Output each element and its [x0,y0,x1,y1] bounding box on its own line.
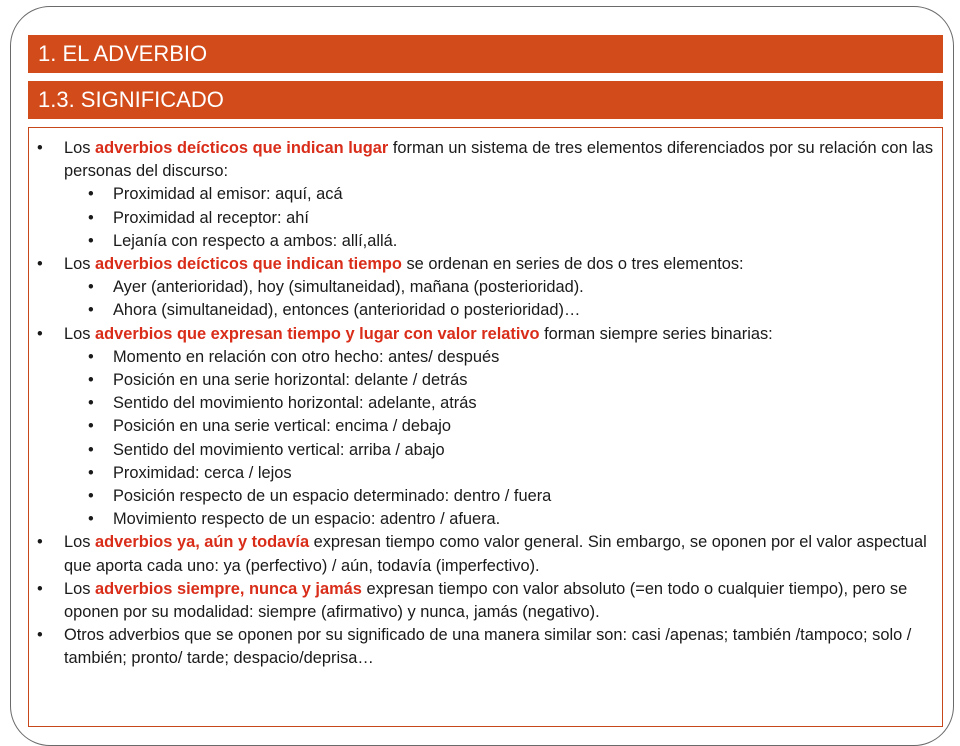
sub-bullet-item: • Sentido del movimiento vertical: arriba / abajo [37,439,934,462]
sub-bullet-item: • Proximidad al receptor: ahí [37,207,934,230]
bullet-item [37,323,934,346]
bullet-text: forman siempre series binarias: [539,324,773,343]
highlight-term: adverbios siempre, nunca y jamás [94,579,362,598]
sub-bullet-item: • Ayer (anterioridad), hoy (simultaneidad), mañana (posterioridad). [37,276,934,299]
sub-bullet-item: • Sentido del movimiento horizontal: adelante, atrás [37,392,934,415]
bullet-item [37,624,934,670]
bullet-text: expresan tiempo con valor absoluto (=en todo o cualquier tiempo), pero se oponen por su modalidad: siempre (afirmativo) y nunca, jamás (negativo). [64,579,908,622]
sub-bullet-item: • Posición respecto de un espacio determinado: dentro / fuera [37,485,934,508]
bullet-text: se ordenan en series de dos o tres elementos: [401,255,744,274]
sub-bullet-item: • Lejanía con respecto a ambos: allí,allá. [37,230,934,253]
section-title: 1. EL ADVERBIO [28,35,943,73]
highlight-term: adverbios ya, aún y todavía [94,533,310,552]
bullet-text: expresan tiempo como valor general. Sin embargo, se oponen por el valor aspectual que aporta cada uno: ya (perfectivo) / aún, todavía (imperfectivo). [64,533,927,575]
bullet-text: Otros adverbios que se oponen por su significado de una manera similar son: casi /apenas; también /tampoco; solo / también; pronto/ tarde; despacio/deprisa… [64,626,912,668]
sub-bullet-item: • Ahora (simultaneidad), entonces (anterioridad o posterioridad)… [37,299,934,322]
bullet-item [37,578,934,624]
bullet-text: Los [64,579,95,598]
highlight-term: adverbios deícticos que indican lugar [94,139,389,157]
bullet-item [37,531,934,577]
content-box [28,127,943,727]
bullet-text: Los [64,139,95,157]
bullet-text: Los [64,533,95,552]
bullet-text: Los [64,324,95,343]
bullet-text: forman un sistema de tres elementos diferenciados por su relación con las personas del discurso: [64,139,934,181]
highlight-term: adverbios que expresan tiempo y lugar con valor relativo [94,324,540,343]
sub-bullet-item: • Movimiento respecto de un espacio: adentro / afuera. [37,508,934,531]
bullet-text: Los [64,255,95,274]
sub-bullet-item: • Momento en relación con otro hecho: antes/ después [37,346,934,369]
bullet-item [37,253,934,276]
highlight-term: adverbios deícticos que indican tiempo [94,255,402,274]
sub-bullet-item: • Posición en una serie horizontal: delante / detrás [37,369,934,392]
bullet-item [37,137,934,183]
sub-bullet-item: • Posición en una serie vertical: encima / debajo [37,415,934,438]
section-subtitle: 1.3. SIGNIFICADO [28,81,943,119]
sub-bullet-item: • Proximidad: cerca / lejos [37,462,934,485]
sub-bullet-item: • Proximidad al emisor: aquí, acá [37,183,934,206]
